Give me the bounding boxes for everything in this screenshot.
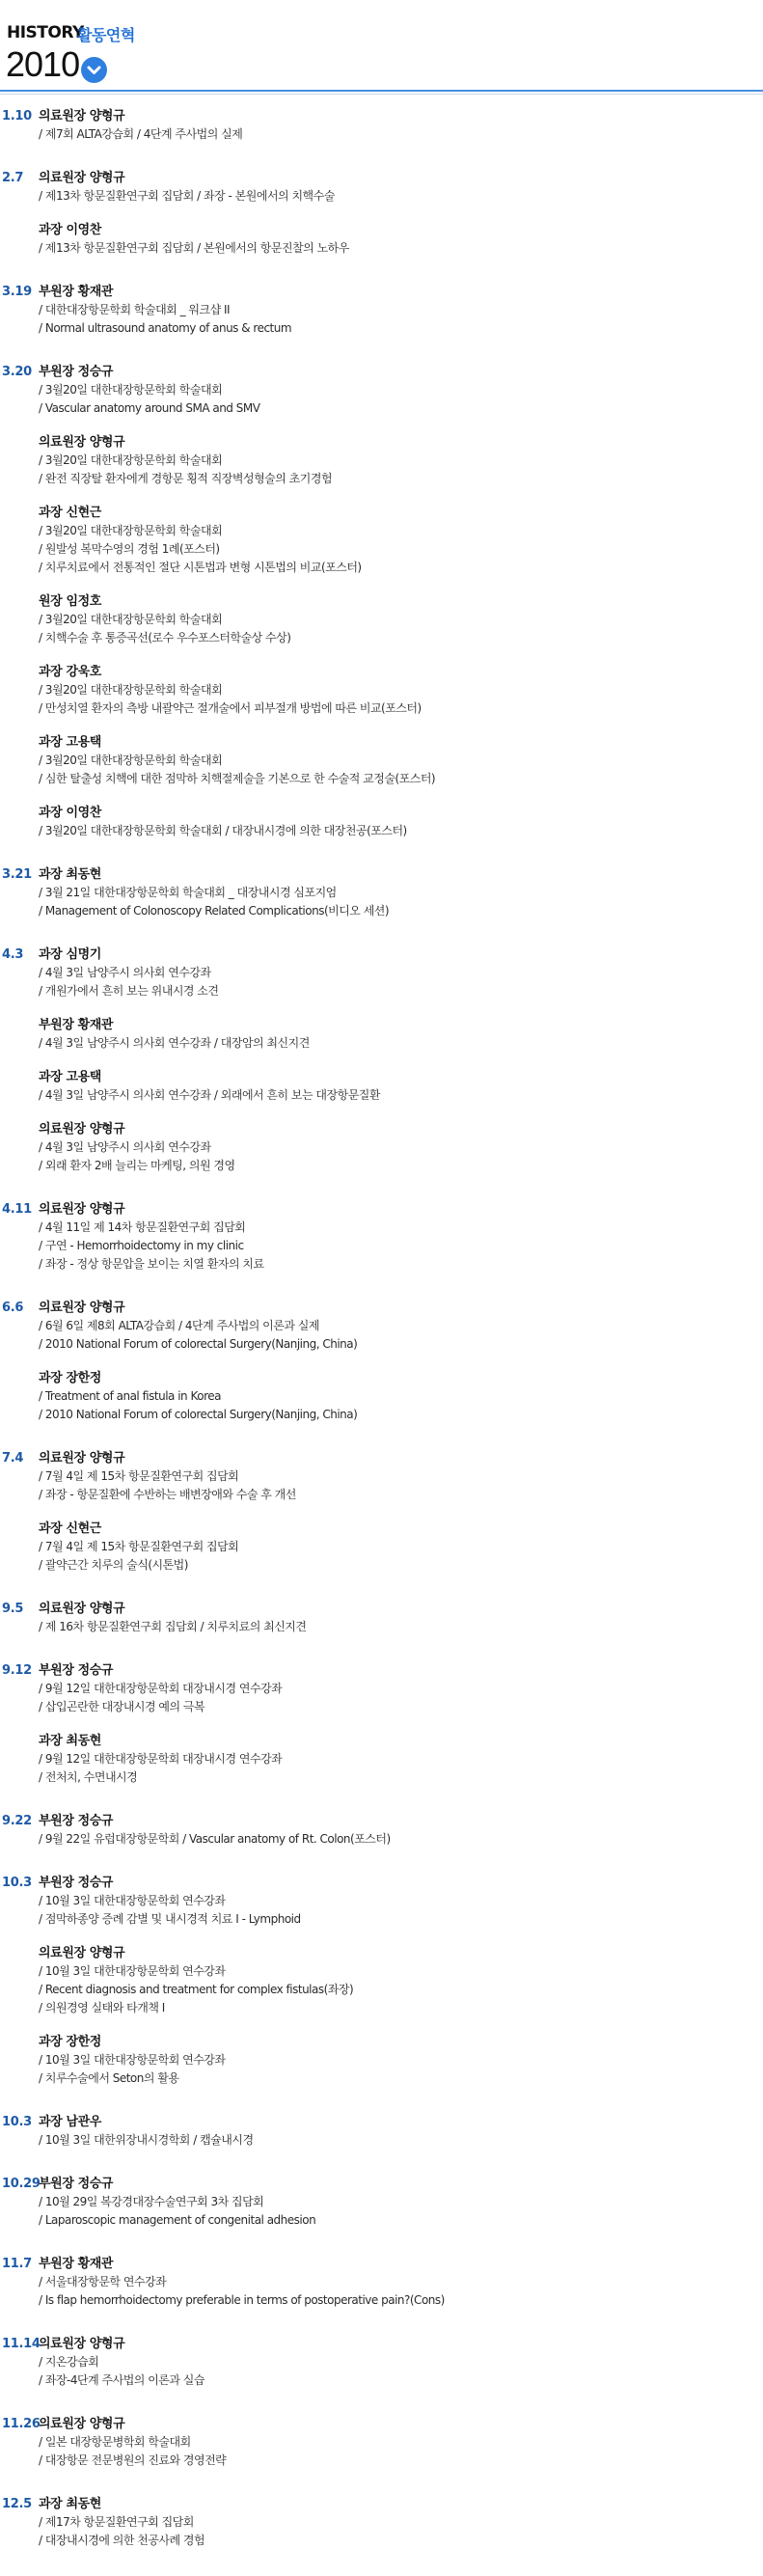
activity-line: / 좌장 - 항문질환에 수반하는 배변장애와 수술 후 개선 [39, 1488, 296, 1501]
person-name: 부원장 정승규 [39, 365, 114, 379]
person-block [39, 866, 763, 920]
activity-line: / 치루치료에서 전통적인 절단 시톤법과 변형 시톤법의 비교(포스터) [39, 561, 362, 574]
person-block [39, 170, 763, 206]
activity-line: / 지온강습회 [39, 2355, 99, 2369]
timeline [0, 108, 763, 2576]
entry-date: 1.10 [2, 109, 32, 123]
person-name: 과장 신현근 [39, 1521, 101, 1536]
entry-date: 4.3 [2, 947, 24, 962]
year-title: 2010 [6, 44, 80, 84]
entry-people [39, 2256, 763, 2310]
activity-line: / 3월20일 대한대장항문학회 학술대회 [39, 383, 223, 397]
person-name: 과장 최동현 [39, 867, 101, 882]
activity-line: / 원발성 복막수영의 경험 1례(포스터) [39, 542, 220, 556]
activity-line: / 7월 4일 제 15차 항문질환연구회 집담회 [39, 1469, 239, 1483]
activity-line: / 외래 환자 2배 늘리는 마케팅, 의원 경영 [39, 1159, 235, 1172]
person-block [39, 1733, 763, 1787]
timeline-entry [0, 170, 763, 258]
person-block [39, 1450, 763, 1504]
activity-line: / 2010 National Forum of colorectal Surgery(Nanjing, China) [39, 1408, 358, 1421]
entry-people [39, 946, 763, 1175]
history-subtitle: 활동연혁 [77, 26, 135, 44]
activity-line: / 4월 3일 남양주시 의사회 연수강좌 [39, 1140, 211, 1154]
entry-people [39, 1201, 763, 1274]
person-name: 의료원장 양형규 [39, 1301, 125, 1315]
entry-date: 12.5 [2, 2497, 32, 2511]
activity-line: / 3월20일 대한대장항문학회 학술대회 [39, 754, 223, 767]
activity-line: / 심한 탈출성 치핵에 대한 점막하 치핵절제술을 기본으로 한 수술적 교정술(포스터) [39, 772, 436, 785]
person-block [39, 222, 763, 258]
activity-line: / 10월 3일 대한대장항문학회 연수강좌 [39, 2053, 226, 2067]
activity-line: / 4월 3일 남양주시 의사회 연수강좌 / 대장암의 최신지견 [39, 1036, 310, 1050]
activity-line: / 서울대장항문학 연수강좌 [39, 2275, 167, 2288]
person-block [39, 1069, 763, 1105]
activity-line: / 제 16차 항문질환연구회 집담회 / 치루치료의 최신지견 [39, 1620, 307, 1633]
activity-line: / 제7회 ALTA강습회 / 4단계 주사법의 실제 [39, 127, 243, 141]
page-header [0, 0, 763, 96]
person-block [39, 2034, 763, 2088]
person-name: 과장 고용택 [39, 1070, 101, 1084]
person-name: 과장 최동현 [39, 1734, 101, 1748]
activity-line: / Treatment of anal fistula in Korea [39, 1389, 221, 1403]
activity-line: / 대한대장항문학회 학술대회 _ 워크샵 II [39, 303, 231, 316]
timeline-entry [0, 2496, 763, 2550]
person-block [39, 2114, 763, 2150]
activity-line: / 3월20일 대한대장항문학회 학술대회 [39, 453, 223, 467]
activity-line: / 10월 29일 복강경대장수술연구회 3차 집담회 [39, 2195, 264, 2208]
activity-line: / 10월 3일 대한위장내시경학회 / 캡슐내시경 [39, 2133, 254, 2147]
entry-date: 11.26 [2, 2417, 41, 2431]
person-name: 과장 강욱호 [39, 665, 101, 679]
activity-line: / 제13차 항문질환연구회 집담회 / 좌장 - 본원에서의 치핵수술 [39, 189, 335, 203]
person-name: 부원장 정승규 [39, 1663, 114, 1678]
activity-line: / 4월 11일 제 14차 항문질환연구회 집담회 [39, 1220, 246, 1234]
entry-people [39, 866, 763, 920]
entry-people [39, 108, 763, 144]
person-name: 의료원장 양형규 [39, 435, 125, 450]
person-name: 의료원장 양형규 [39, 2417, 125, 2431]
activity-line: / 10월 3일 대한대장항문학회 연수강좌 [39, 1964, 226, 1978]
entry-date: 7.4 [2, 1451, 24, 1466]
person-name: 과장 남관우 [39, 2115, 101, 2129]
person-name: 부원장 황재관 [39, 285, 114, 299]
entry-date: 10.3 [2, 2115, 32, 2129]
entry-people [39, 284, 763, 338]
person-name: 과장 장한정 [39, 1371, 101, 1385]
activity-line: / 대장내시경에 의한 천공사례 경험 [39, 2534, 205, 2547]
person-name: 의료원장 양형규 [39, 2337, 125, 2351]
timeline-entry [0, 2256, 763, 2310]
timeline-entry [0, 1300, 763, 1424]
person-name: 과장 고용택 [39, 735, 101, 750]
person-block [39, 1300, 763, 1354]
entry-people [39, 2336, 763, 2390]
person-block [39, 2416, 763, 2470]
person-block [39, 805, 763, 840]
header-divider-thin [0, 94, 763, 95]
timeline-entry [0, 2416, 763, 2470]
activity-line: / 일본 대장항문병학회 학술대회 [39, 2435, 191, 2449]
person-name: 의료원장 양형규 [39, 1451, 125, 1466]
activity-line: / 7월 4일 제 15차 항문질환연구회 집담회 [39, 1540, 239, 1553]
timeline-entry [0, 1201, 763, 1274]
person-name: 의료원장 양형규 [39, 171, 125, 185]
activity-line: / 구연 - Hemorrhoidectomy in my clinic [39, 1239, 244, 1252]
person-block [39, 1017, 763, 1053]
timeline-entry [0, 2114, 763, 2150]
entry-people [39, 1601, 763, 1636]
activity-line: / 완전 직장탈 환자에게 경항문 횡적 직장벽성형술의 초기경험 [39, 472, 333, 485]
timeline-entry [0, 1601, 763, 1636]
activity-line: / 전처치, 수면내시경 [39, 1770, 138, 1784]
person-block [39, 1370, 763, 1424]
entry-people [39, 2114, 763, 2150]
timeline-entry [0, 284, 763, 338]
entry-people [39, 364, 763, 840]
entry-people [39, 2496, 763, 2550]
activity-line: / 제13차 항문질환연구회 집담회 / 본원에서의 항문진찰의 노하우 [39, 241, 349, 255]
entry-date: 10.29 [2, 2177, 41, 2191]
timeline-entry [0, 2176, 763, 2230]
activity-line: / 9월 22일 유럽대장항문학회 / Vascular anatomy of Rt. Colon(포스터) [39, 1832, 391, 1846]
activity-line: / 4월 3일 남양주시 의사회 연수강좌 [39, 966, 211, 979]
activity-line: / 괄약근간 치루의 술식(시톤법) [39, 1558, 188, 1572]
person-block [39, 734, 763, 788]
entry-date: 9.22 [2, 1814, 32, 1828]
person-block [39, 1662, 763, 1716]
activity-line: / 9월 12일 대한대장항문학회 대장내시경 연수강좌 [39, 1752, 283, 1766]
person-name: 부원장 정승규 [39, 2177, 114, 2191]
entry-date: 10.3 [2, 1876, 32, 1890]
person-name: 의료원장 양형규 [39, 1946, 125, 1960]
person-block [39, 1201, 763, 1274]
person-block [39, 364, 763, 418]
entry-date: 9.5 [2, 1602, 24, 1616]
entry-date: 11.14 [2, 2337, 41, 2351]
person-block [39, 1813, 763, 1849]
chevron-down-icon [81, 57, 107, 83]
person-block [39, 2336, 763, 2390]
activity-line: / 4월 3일 남양주시 의사회 연수강좌 / 외래에서 흔히 보는 대장항문질환 [39, 1088, 380, 1102]
person-block [39, 664, 763, 718]
person-block [39, 1945, 763, 2017]
person-name: 과장 신현근 [39, 506, 101, 520]
person-name: 과장 심명기 [39, 947, 101, 962]
entry-people [39, 1662, 763, 1787]
activity-line: / 2010 National Forum of colorectal Surgery(Nanjing, China) [39, 1337, 358, 1351]
person-name: 부원장 정승규 [39, 1814, 114, 1828]
entry-date: 9.12 [2, 1663, 32, 1678]
activity-line: / 의원경영 실태와 타개책 Ⅰ [39, 2001, 165, 2014]
history-title: HISTORY [7, 23, 84, 42]
person-name: 의료원장 양형규 [39, 1122, 125, 1137]
person-block [39, 2496, 763, 2550]
activity-line: / Laparoscopic management of congenital adhesion [39, 2213, 316, 2227]
activity-line: / 대장항문 전문병원의 진료와 경영전략 [39, 2453, 227, 2467]
person-name: 의료원장 양형규 [39, 1602, 125, 1616]
year-select-button[interactable] [81, 57, 107, 83]
timeline-entry [0, 946, 763, 1175]
activity-line: / 3월 21일 대한대장항문학회 학술대회 _ 대장내시경 심포지엄 [39, 886, 337, 899]
person-block [39, 284, 763, 338]
person-block [39, 1521, 763, 1575]
activity-line: / 제17차 항문질환연구회 집담회 [39, 2515, 194, 2529]
entry-date: 3.19 [2, 285, 32, 299]
activity-line: / 6월 6일 제8회 ALTA강습회 / 4단계 주사법의 이론과 실제 [39, 1319, 319, 1332]
timeline-entry [0, 108, 763, 144]
activity-line: / Recent diagnosis and treatment for complex fistulas(좌장) [39, 1983, 354, 1996]
activity-line: / 개원가에서 흔히 보는 위내시경 소견 [39, 984, 219, 998]
person-block [39, 593, 763, 647]
activity-line: / Normal ultrasound anatomy of anus & rectum [39, 321, 292, 335]
person-name: 과장 장한정 [39, 2035, 101, 2049]
entry-people [39, 1450, 763, 1575]
timeline-entry [0, 1813, 763, 1849]
timeline-entry [0, 364, 763, 840]
entry-date: 2.7 [2, 171, 24, 185]
activity-line: / 3월20일 대한대장항문학회 학술대회 / 대장내시경에 의한 대장천공(포스터) [39, 824, 407, 837]
person-name: 의료원장 양형규 [39, 1202, 125, 1217]
entry-people [39, 1875, 763, 2088]
person-block [39, 2256, 763, 2310]
person-block [39, 108, 763, 144]
person-name: 의료원장 양형규 [39, 109, 125, 123]
activity-line: / 치루수술에서 Seton의 활용 [39, 2071, 179, 2085]
entry-people [39, 1300, 763, 1424]
person-block [39, 1875, 763, 1929]
entry-date: 11.7 [2, 2257, 32, 2271]
activity-line: / 3월20일 대한대장항문학회 학술대회 [39, 613, 223, 626]
activity-line: / 9월 12일 대한대장항문학회 대장내시경 연수강좌 [39, 1682, 283, 1695]
entry-date: 6.6 [2, 1301, 24, 1315]
activity-line: / 치핵수술 후 통증곡선(로수 우수포스터학술상 수상) [39, 631, 291, 644]
person-name: 부원장 황재관 [39, 2257, 114, 2271]
timeline-entry [0, 1875, 763, 2088]
entry-people [39, 170, 763, 258]
entry-date: 4.11 [2, 1202, 32, 1217]
person-name: 부원장 정승규 [39, 1876, 114, 1890]
activity-line: / Is flap hemorrhoidectomy preferable in terms of postoperative pain?(Cons) [39, 2293, 445, 2307]
activity-line: / 삽입곤란한 대장내시경 예의 극복 [39, 1700, 205, 1713]
entry-people [39, 2416, 763, 2470]
entry-date: 3.21 [2, 867, 32, 882]
activity-line: / 3월20일 대한대장항문학회 학술대회 [39, 524, 223, 537]
person-name: 과장 이영찬 [39, 806, 101, 820]
activity-line: / Management of Colonoscopy Related Complications(비디오 세션) [39, 904, 390, 918]
person-block [39, 1601, 763, 1636]
activity-line: / Vascular anatomy around SMA and SMV [39, 401, 260, 415]
person-block [39, 946, 763, 1000]
timeline-entry [0, 2336, 763, 2390]
person-name: 부원장 황재관 [39, 1018, 114, 1032]
person-name: 원장 임정호 [39, 594, 101, 609]
person-name: 과장 이영찬 [39, 223, 101, 237]
person-block [39, 505, 763, 577]
activity-line: / 좌장-4단계 주사법의 이론과 실습 [39, 2373, 204, 2387]
activity-line: / 좌장 - 정상 항문압을 보이는 치열 환자의 치료 [39, 1257, 264, 1271]
header-divider [0, 90, 763, 92]
timeline-entry [0, 866, 763, 920]
person-block [39, 434, 763, 488]
entry-date: 3.20 [2, 365, 32, 379]
timeline-entry [0, 1450, 763, 1575]
activity-line: / 3월20일 대한대장항문학회 학술대회 [39, 683, 223, 697]
entry-people [39, 1813, 763, 1849]
activity-line: / 만성치열 환자의 측방 내괄약근 절개술에서 피부절개 방법에 따른 비교(포스터) [39, 701, 422, 715]
entry-people [39, 2176, 763, 2230]
timeline-entry [0, 1662, 763, 1787]
person-block [39, 1121, 763, 1175]
activity-line: / 점막하종양 증례 감별 및 내시경적 치료 Ⅰ - Lymphoid [39, 1912, 301, 1926]
person-block [39, 2176, 763, 2230]
activity-line: / 10월 3일 대한대장항문학회 연수강좌 [39, 1894, 226, 1907]
person-name: 과장 최동현 [39, 2497, 101, 2511]
